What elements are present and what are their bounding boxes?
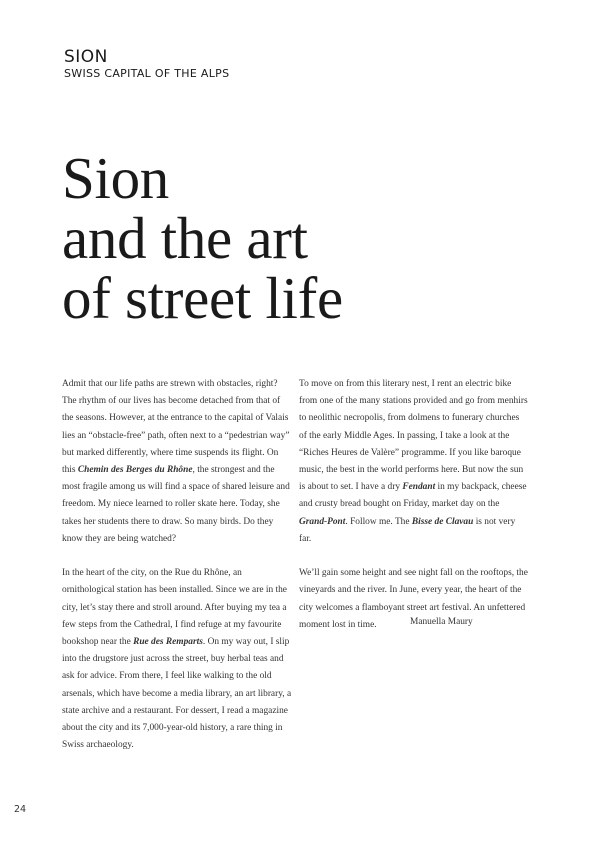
author-signature: Manuella Maury <box>410 617 473 627</box>
emphasis-text: Fendant <box>402 482 436 493</box>
headline-line-2: and the art <box>62 205 308 271</box>
paragraph: We’ll gain some height and see night fall on the rooftops, the vineyards and the river. In June, every year, the heart of the city welcomes a flamboyant street art festival. An unfettered moment lost in time. <box>299 568 528 630</box>
paragraph <box>299 376 529 548</box>
article-column-left <box>62 376 292 754</box>
text-run: is not very far. <box>299 516 516 544</box>
article-headline <box>62 145 343 331</box>
section-title: SION <box>64 47 108 67</box>
page-number: 24 <box>14 804 27 815</box>
text-run: . On my way out, I slip into the drugstore just across the street, buy herbal teas and ask for advice. From there, I feel like walking to the old arsenals, which have become a media library, an art library, a state archive and a restaurant. For dessert, I read a magazine about the city and its 7,000-year-old history, a rare thing in Swiss archaeology. <box>62 637 292 751</box>
text-run: in my backpack, cheese and crusty bread bought on Friday, market day on the <box>299 482 527 510</box>
text-run: , the strongest and the most fragile among us will find a space of shared leisure and freedom. My niece learned to roller skate here. Today, she takes her students there to draw. So many birds. Do they know they are being watched? <box>62 465 290 544</box>
paragraph <box>62 376 292 548</box>
text-run: To move on from this literary nest, I rent an electric bike from one of the many stations provided and go from menhirs to neolithic necropolis, from dolmens to funerary churches of the early Middle Ages. In passing, I take a look at the “Riches Heures de Valère” programme. If you like baroque music, the best in the world performs here. But now the sun is about to set. I have a dry <box>299 379 528 493</box>
section-header <box>64 47 229 80</box>
paragraph <box>62 565 292 754</box>
emphasis-text: Bisse de Clavau <box>411 516 474 527</box>
text-run: . Follow me. The <box>345 516 412 527</box>
emphasis-text: Grand-Pont <box>299 516 346 527</box>
headline-line-3: of street life <box>62 265 343 331</box>
emphasis-text: Rue des Remparts <box>133 637 203 648</box>
headline-line-1: Sion <box>62 145 170 211</box>
article-column-right <box>299 376 529 634</box>
text-run: In the heart of the city, on the Rue du Rhône, an ornithological station has been installed. Since we are in the city, let’s stay there and stroll around. After buying my tea a few steps from the Cathedral, I find refuge at my favourite bookshop near the <box>62 568 287 648</box>
emphasis-text: Chemin des Berges du Rhône <box>77 465 193 476</box>
text-run: Admit that our life paths are strewn with obstacles, right? The rhythm of our lives has become detached from that of the seasons. However, at the entrance to the capital of Valais lies an “obstacle-free” path, often next to a “pedestrian way” but marked differently, where time suspends its flight. On this <box>62 379 290 476</box>
section-subtitle: SWISS CAPITAL OF THE ALPS <box>64 67 230 80</box>
